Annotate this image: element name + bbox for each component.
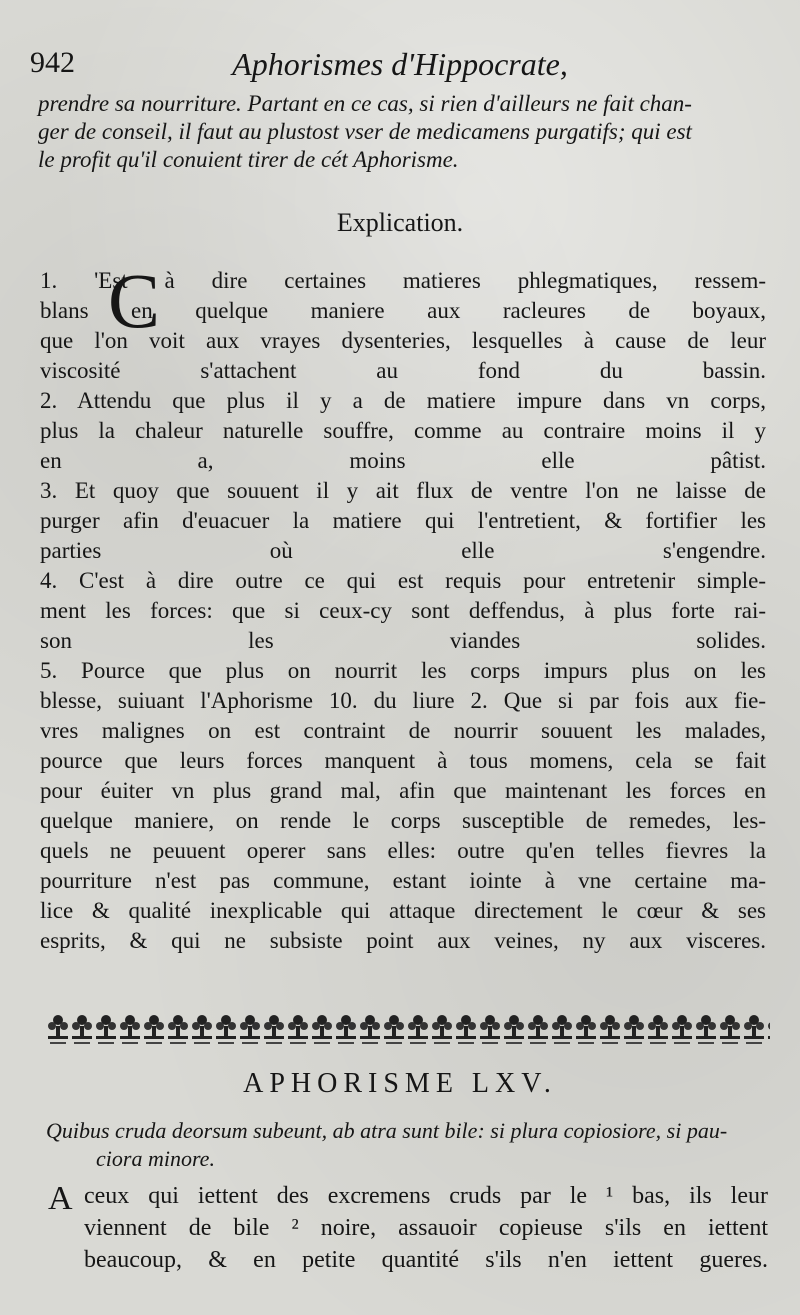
text-line: 2. Attendu que plus il y a de matiere impure dans vn corps,: [40, 388, 766, 413]
latin-line: ciora minore.: [96, 1146, 215, 1171]
text-line: quelque maniere, on rende le corps susceptible de remedes, les-: [40, 808, 766, 833]
text-line: plus la chaleur naturelle souffre, comme au contraire moins il y: [40, 418, 766, 443]
text-line: purger afin d'euacuer la matiere qui l'entretient, & fortifier les: [40, 508, 766, 533]
text-line: esprits, & qui ne subsiste point aux veines, ny aux visceres.: [40, 928, 766, 953]
text-line: que l'on voit aux vrayes dysenteries, lesquelles à cause de leur: [40, 328, 766, 353]
text-line: 5. Pource que plus on nourrit les corps impurs plus on les: [40, 658, 766, 683]
section-title: Explication.: [336, 208, 464, 237]
text-line: son les viandes solides.: [40, 628, 766, 653]
intro-line: prendre sa nourriture. Partant en ce cas, si rien d'ailleurs ne fait chan-: [38, 91, 692, 116]
text-line: quels ne peuuent operer sans elles: outre qu'en telles fievres la: [40, 838, 766, 863]
intro-text: [38, 90, 762, 174]
drop-cap: C: [108, 257, 161, 344]
page-number: 942: [30, 46, 75, 79]
text-line: lice & qualité inexplicable qui attaque directement le cœur & ses: [40, 898, 766, 923]
text-line: ceux qui iettent des excremens cruds par le ¹ bas, ils leur: [84, 1183, 768, 1209]
text-line: viennent de bile ² noire, assauoir copieuse s'ils en iettent: [84, 1215, 768, 1241]
text-line: 1. 'Est à dire certaines matieres phlegmatiques, ressem-: [40, 268, 766, 293]
decorative-ornament-border: [46, 1008, 770, 1048]
text-line: ment les forces: que si ceux-cy sont deffendus, à plus forte rai-: [40, 598, 766, 623]
text-line: blesse, suiuant l'Aphorisme 10. du liure 2. Que si par fois aux fie-: [40, 688, 766, 713]
intro-line: le profit qu'il conuient tirer de cét Aphorisme.: [38, 147, 459, 172]
intro-line: ger de conseil, il faut au plustost vser de medicamens purgatifs; qui est: [38, 119, 692, 144]
text-line: parties où elle s'engendre.: [40, 538, 766, 563]
text-line: blans en quelque maniere aux racleures de boyaux,: [40, 298, 766, 323]
text-line: 4. C'est à dire outre ce qui est requis pour entretenir simple-: [40, 568, 766, 593]
page-header: [30, 46, 770, 90]
text-line: viscosité s'attachent au fond du bassin.: [40, 358, 766, 383]
latin-line: Quibus cruda deorsum subeunt, ab atra sunt bile: si plura copiosiore, si pau-: [46, 1118, 728, 1143]
text-line: 3. Et quoy que souuent il y ait flux de ventre l'on ne laisse de: [40, 478, 766, 503]
text-line: pour éuiter vn plus grand mal, afin que maintenant les forces en: [40, 778, 766, 803]
running-title: Aphorismes d'Hippocrate,: [232, 46, 568, 82]
text-line: pourriture n'est pas commune, estant iointe à vne certaine ma-: [40, 868, 766, 893]
french-translation: [48, 1180, 768, 1276]
explanation-text: [40, 266, 766, 956]
aphorism-title: APHORISME LXV.: [243, 1068, 557, 1099]
text-line: beaucoup, & en petite quantité s'ils n'en iettent gueres.: [84, 1247, 768, 1273]
latin-text: [46, 1117, 770, 1173]
text-line: pource que leurs forces manquent à tous momens, cela se fait: [40, 748, 766, 773]
text-line: vres malignes on est contraint de nourrir souuent les malades,: [40, 718, 766, 743]
text-line: en a, moins elle pâtist.: [40, 448, 766, 473]
initial-letter: A: [48, 1180, 73, 1217]
